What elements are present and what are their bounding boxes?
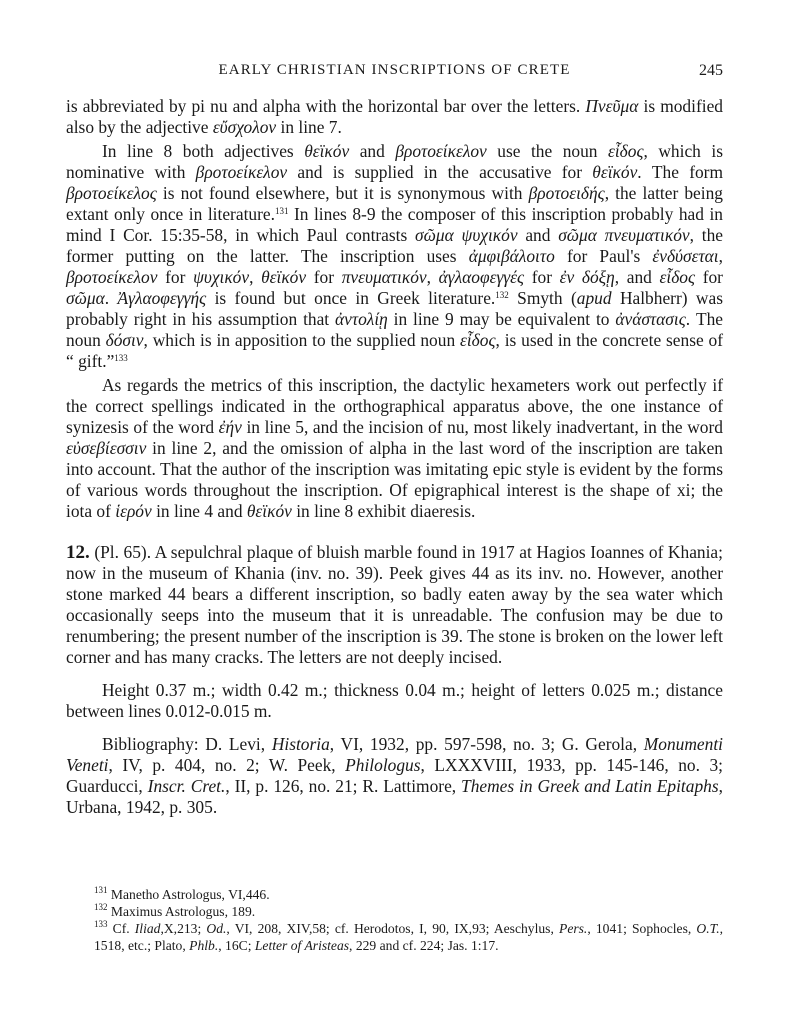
greek-term: σῶμα πνευματικόν bbox=[558, 225, 690, 245]
greek-term: εἶδος bbox=[659, 267, 696, 287]
greek-term: ἐήν bbox=[218, 417, 242, 437]
footnote-text: Maximus Astrologus, 189. bbox=[107, 904, 256, 919]
text: As regards the metrics of this inscription, the dactylic hexameters work out perfectly if the correct spellings indicated in the orthographical apparatus above, the one instance of synizesis of the word bbox=[66, 375, 723, 437]
text: , IV, p. 404, no. 2; W. Peek, bbox=[108, 755, 346, 775]
work-title: Inscr. Cret. bbox=[147, 776, 226, 796]
text: for bbox=[695, 267, 723, 287]
text: (Pl. 65). A sepulchral plaque of bluish marble found in 1917 at Hagios Ioannes of Khania; now in the museum of Khania (inv. no. 39). Peek gives 44 as its inv. no. However, another stone marked 44 bears a different inscription, so badly eaten away by the sea water which occasionally seeps into the museum that it is unreadable. The confusion may be due to renumbering; the present number of the inscription is 39. The stone is broken on the lower left corner and has many cracks. The letters are not deeply incised. bbox=[66, 542, 723, 667]
footnote-text: Manetho Astrologus, VI,446. bbox=[107, 887, 270, 902]
paragraph-continuation bbox=[66, 96, 723, 138]
work-title: Philologus bbox=[345, 755, 421, 775]
text: In line 8 both adjectives bbox=[102, 141, 305, 161]
entry-number: 12. bbox=[66, 542, 90, 563]
greek-term: βροτοειδής bbox=[528, 183, 605, 203]
work-title: Od. bbox=[206, 921, 227, 936]
text: , Urbana, 1942, p. 305. bbox=[66, 776, 723, 817]
text: is not found elsewhere, but it is synonymous with bbox=[156, 183, 529, 203]
greek-term: σῶμα bbox=[66, 288, 105, 308]
text: in line 8 exhibit diaeresis. bbox=[291, 501, 476, 521]
greek-term: πνευματικόν bbox=[341, 267, 427, 287]
greek-term: εὔσχολον bbox=[212, 117, 277, 137]
work-title: Letter of Aristeas bbox=[254, 938, 350, 953]
greek-term: Ἀγλαοφεγγής bbox=[117, 288, 207, 308]
text: . The form bbox=[637, 162, 723, 182]
footnote-133 bbox=[66, 920, 723, 954]
greek-term: ἐνδύσεται bbox=[652, 246, 719, 266]
greek-term: ἀντολίῃ bbox=[335, 309, 388, 329]
footnote-ref[interactable]: 133 bbox=[114, 353, 128, 363]
greek-term: βροτοείκελον bbox=[395, 141, 487, 161]
footnote-ref[interactable]: 131 bbox=[274, 206, 289, 216]
work-title: O.T. bbox=[696, 921, 720, 936]
text: in line 4 and bbox=[151, 501, 247, 521]
text: Height 0.37 m.; width 0.42 m.; thickness 0.04 m.; height of letters 0.025 m.; distance between lines 0.012-0.015 m. bbox=[66, 680, 723, 721]
footnote-text: , 1518, etc.; Plato, bbox=[94, 921, 723, 953]
text: for bbox=[524, 267, 560, 287]
footnote-131 bbox=[66, 886, 723, 903]
paragraph-dimensions bbox=[66, 680, 723, 722]
text: is found but once in Greek literature. bbox=[206, 288, 496, 308]
text: and bbox=[349, 141, 396, 161]
greek-term: θεϊκόν bbox=[304, 141, 350, 161]
footnote-text: , 229 and cf. 224; Jas. 1:17. bbox=[349, 938, 499, 953]
greek-term: θεϊκόν bbox=[592, 162, 638, 182]
paragraph-bibliography bbox=[66, 734, 723, 818]
greek-term: βροτοείκελον bbox=[195, 162, 288, 182]
greek-term: Πνεῦμα bbox=[585, 96, 639, 116]
footnote-number: 133 bbox=[94, 919, 108, 929]
text: . bbox=[104, 288, 118, 308]
greek-term: βροτοείκελον bbox=[66, 267, 158, 287]
footnote-ref[interactable]: 132 bbox=[495, 290, 509, 300]
text: , the former putting on the latter. The inscription uses bbox=[66, 225, 723, 266]
footnote-text: , 1041; Sophocles, bbox=[587, 921, 697, 936]
text: in line 2, and the omission of alpha in the last word of the inscription are taken into account. That the author of the inscription was imitating epic style is evident by the forms of various words throughout the inscription. Of epigraphical interest is the shape of xi; the iota of bbox=[66, 438, 723, 521]
greek-term: βροτοείκελος bbox=[66, 183, 157, 203]
work-title: Pers. bbox=[559, 921, 588, 936]
greek-term: θεϊκόν bbox=[261, 267, 307, 287]
work-title: Iliad bbox=[134, 921, 161, 936]
text: is modified also by the adjective bbox=[66, 96, 723, 137]
greek-term: ἐν δόξῃ bbox=[559, 267, 615, 287]
text: In lines 8-9 the composer of this inscription probably had in mind I Cor. 15:35-58, in which Paul contrasts bbox=[66, 204, 723, 245]
footnote-number: 131 bbox=[94, 885, 108, 895]
work-title: Themes in Greek and Latin Epitaphs bbox=[461, 776, 719, 796]
footnote-text: , VI, 208, XIV,58; cf. Herodotos, I, 90, IX,93; Aeschylus, bbox=[226, 921, 560, 936]
running-title: EARLY CHRISTIAN INSCRIPTIONS OF CRETE bbox=[218, 62, 571, 78]
text: Smyth ( bbox=[508, 288, 577, 308]
text: in line 7. bbox=[276, 117, 342, 137]
latin-term: apud bbox=[576, 288, 612, 308]
text: and is supplied in the accusative for bbox=[287, 162, 593, 182]
text: , bbox=[718, 246, 724, 266]
text: for bbox=[306, 267, 342, 287]
text: , the latter being extant only once in literature. bbox=[66, 183, 724, 224]
footnote-text: Cf. bbox=[107, 921, 135, 936]
text: Halbherr) was probably right in his assumption that bbox=[66, 288, 723, 329]
greek-term: εἶδος bbox=[459, 330, 496, 350]
greek-term: δόσιν bbox=[105, 330, 144, 350]
greek-term: σῶμα ψυχικόν bbox=[415, 225, 518, 245]
greek-term: εὐσεβίεσσιν bbox=[66, 438, 147, 458]
footnote-text: , 16C; bbox=[218, 938, 255, 953]
text: in line 5, and the incision of nu, most likely inadvertant, in the word bbox=[241, 417, 723, 437]
footnotes bbox=[66, 886, 723, 954]
text: , bbox=[426, 267, 439, 287]
text: use the noun bbox=[486, 141, 608, 161]
greek-term: ἱερόν bbox=[115, 501, 152, 521]
greek-term: ἀγλαοφεγγές bbox=[438, 267, 525, 287]
page-number: 245 bbox=[699, 62, 723, 79]
paragraph-adjectives bbox=[66, 141, 723, 372]
running-head bbox=[66, 62, 723, 86]
greek-term: εἶδος bbox=[608, 141, 644, 161]
text: , II, p. 126, no. 21; R. Lattimore, bbox=[225, 776, 462, 796]
text: , bbox=[249, 267, 262, 287]
greek-term: θεϊκόν bbox=[246, 501, 292, 521]
text: is abbreviated by pi nu and alpha with the horizontal bar over the letters. bbox=[66, 96, 586, 116]
greek-term: ἀμφιβάλοιτο bbox=[468, 246, 555, 266]
body-text bbox=[66, 96, 723, 818]
footnote-text: ,X,213; bbox=[160, 921, 207, 936]
footnote-number: 132 bbox=[94, 902, 108, 912]
greek-term: ψυχικόν bbox=[193, 267, 250, 287]
text: for bbox=[157, 267, 194, 287]
text: . The noun bbox=[66, 309, 724, 350]
paragraph-metrics bbox=[66, 375, 723, 522]
work-title: Monumenti Veneti bbox=[66, 734, 723, 775]
text: , which is in apposition to the supplied noun bbox=[143, 330, 460, 350]
text: , is used in the concrete sense of “ gift.” bbox=[66, 330, 724, 371]
text: , which is nominative with bbox=[66, 141, 723, 182]
work-title: Historia bbox=[271, 734, 330, 754]
text: , LXXXVIII, 1933, pp. 145-146, no. 3; Guarducci, bbox=[66, 755, 723, 796]
text: and bbox=[517, 225, 559, 245]
paragraph-entry-12 bbox=[66, 542, 723, 668]
footnote-132 bbox=[66, 903, 723, 920]
text: Bibliography: D. Levi, bbox=[102, 734, 272, 754]
text: for Paul's bbox=[554, 246, 653, 266]
work-title: Phlb. bbox=[189, 938, 219, 953]
text: , and bbox=[614, 267, 660, 287]
text: in line 9 may be equivalent to bbox=[387, 309, 616, 329]
greek-term: ἀνάστασις bbox=[615, 309, 686, 329]
text: , VI, 1932, pp. 597-598, no. 3; G. Gerola, bbox=[329, 734, 644, 754]
